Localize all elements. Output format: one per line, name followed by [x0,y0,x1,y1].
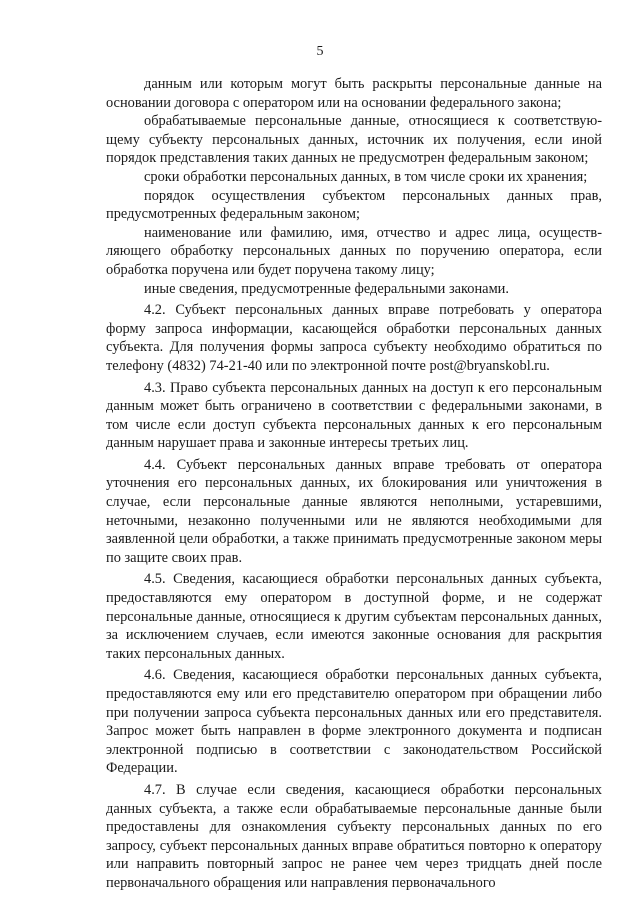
paragraph-list-item-1: данным или которым могут быть раскрыты персональные данные на основании договора с оператором или на основании федерального закона; [106,76,602,111]
paragraph-4-4: 4.4. Субъект персональных данных вправе требовать от оператора уточнения его персональных данных, их блокирования или уничтожения в случае, если персональные данные являются неполными, устаревшими, неточными, незаконно полученными или не являются необходимыми для заявленной цели обработки, а также принимать предусмотренные законом меры по защите своих прав. [106,456,602,566]
paragraph-4-7: 4.7. В случае если сведения, касающиеся обработки персональных данных субъекта, а также если обрабатываемые персональные данные были предоставлены для ознакомления субъекту персональных данных по его запросу, субъект персональных данных вправе обратиться повторно к оператору или направить повторный запрос не ранее чем через тридцать дней после первоначального обращения или направления первоначального [106,781,602,891]
page-number: 5 [316,44,324,59]
paragraph-4-6: 4.6. Сведения, касающиеся обработки персональных данных субъекта, предоставляются ему или его представителю оператором при обращении либо при получении запроса субъекта персональных данных или его представителя. Запрос может быть направлен в форме электронного документа и подписан электронной подписью в соответствии с законодательством Российской Федерации. [106,667,602,777]
paragraph-4-3: 4.3. Право субъекта персональных данных на доступ к его персональным данным может быть ограничено в соответствии с федеральными законами, в том числе если доступ субъекта персональных данных к его персональным данным нарушает права и законные интересы третьих лиц. [106,379,602,452]
paragraph-4-5: 4.5. Сведения, касающиеся обработки персональных данных субъекта, предоставляются ему оператором в доступной форме, и не содержат персональные данные, относящиеся к другим субъектам персональных данных, за исключением случаев, если имеются законные основания для раскрытия таких персональных данных. [106,571,602,662]
document-body [106,75,602,893]
paragraph-list-item-3: сроки обработки персональных данных, в том числе сроки их хранения; [144,168,588,185]
paragraph-list-item-5: наименование или фамилию, имя, отчество и адрес лица, осуществляющего обработку персональных данных по поручению оператора, если обработка поручена или будет поручена такому лицу; [106,224,602,278]
paragraph-4-2: 4.2. Субъект персональных данных вправе потребовать у оператора форму запроса информации, касающейся обработки персональных данных субъекта. Для получения формы запроса субъекту необходимо обратиться по телефону (4832) 74-21-40 или по электронной почте post@bryanskobl.ru. [106,302,602,374]
paragraph-list-item-4: порядок осуществления субъектом персональных данных прав, предусмотренных федеральным законом; [106,187,602,223]
paragraph-list-item-2: обрабатываемые персональные данные, относящиеся к соответствующему субъекту персональных данных, источник их получения, если иной порядок представления таких данных не предусмотрен федеральным законом; [106,113,602,167]
paragraph-list-item-6: иные сведения, предусмотренные федеральными законами. [144,280,509,297]
